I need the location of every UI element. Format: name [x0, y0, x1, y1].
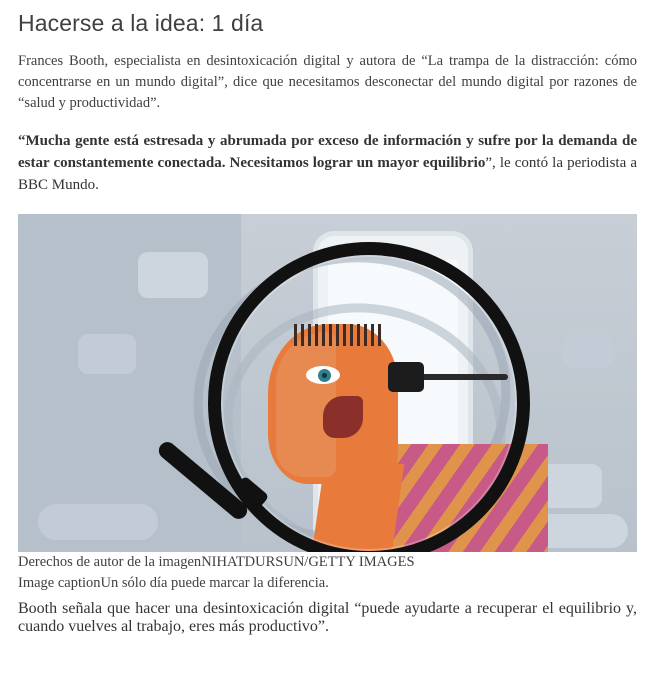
- article-page: [0, 10, 655, 689]
- closing-paragraph: Booth señala que hacer una desintoxicación digital “puede ayudarte a recuperar el equilibrio y, cuando vuelves al trabajo, eres más productivo”.: [18, 600, 637, 635]
- pull-quote: [18, 130, 637, 196]
- speech-bubble-icon: [138, 252, 208, 298]
- speech-bubble-icon: [563, 334, 613, 368]
- pull-quote-attribution: ”, le contó la periodista a BBC Mundo.: [18, 155, 637, 193]
- image-caption-line: [18, 573, 637, 594]
- image-credit-value: NIHATDURSUN/GETTY IMAGES: [201, 554, 415, 570]
- image-credit-label: Derechos de autor de la imagen: [18, 554, 202, 570]
- intro-paragraph: Frances Booth, especialista en desintoxicación digital y autora de “La trampa de la distracción: cómo concentrarse en un mundo digital”, dice que necesitamos desconectar del mundo digital por razones de “salud y productividad”.: [18, 53, 637, 111]
- image-caption-value: Un sólo día puede marcar la diferencia.: [100, 575, 329, 591]
- figure-caption: [18, 552, 637, 594]
- article-figure: [18, 214, 637, 594]
- speech-bubble-icon: [78, 334, 136, 374]
- page-title: Hacerse a la idea: 1 día: [18, 10, 264, 36]
- illustration-image: [18, 214, 637, 552]
- cloud-icon: [38, 504, 158, 540]
- image-credit-line: [18, 552, 637, 573]
- image-caption-label: Image caption: [18, 575, 101, 591]
- pull-quote-open-mark: “: [18, 133, 26, 149]
- pull-quote-text: Mucha gente está estresada y abrumada por exceso de información y sufre por la demanda de estar constantemente conectada. Necesitamos lograr un mayor equilibrio: [18, 133, 637, 171]
